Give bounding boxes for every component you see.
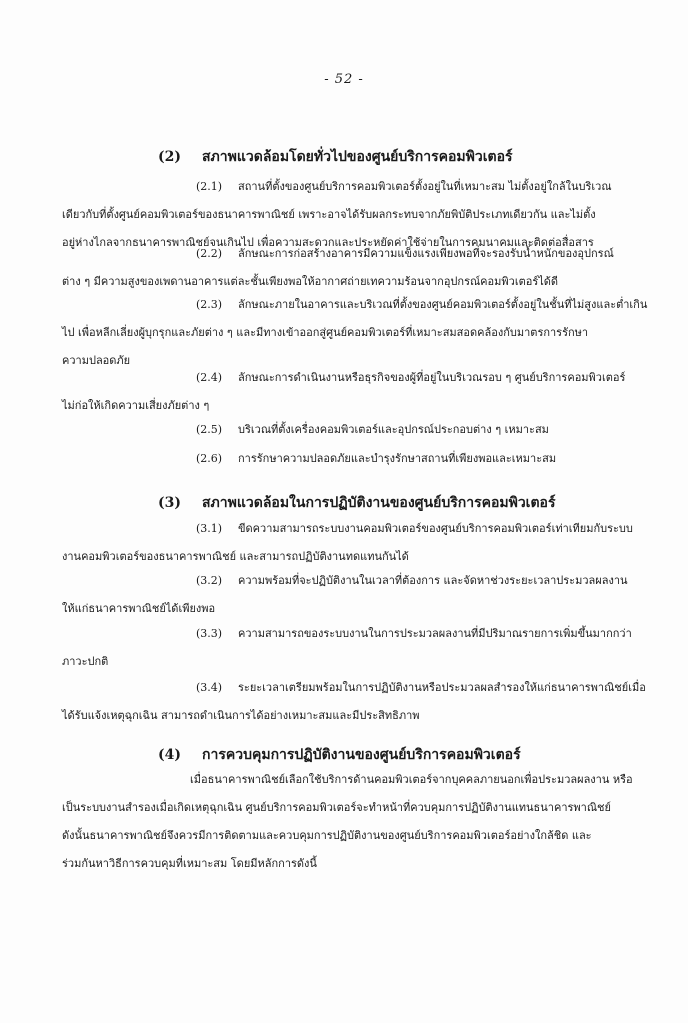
section-4-title: การควบคุมการปฏิบัติงานของศูนย์บริการคอมพิวเตอร์ (202, 747, 521, 763)
item-number: (3.4) (196, 681, 223, 694)
item-text-line: ต่าง ๆ มีความสูงของเพดานอาคารแต่ละชั้นเพียงพอให้อากาศถ่ายเทความร้อนจากอุปกรณ์คอมพิวเตอร์ได้ดี (62, 275, 559, 288)
page-number: - 52 - (324, 72, 364, 87)
item-2-4 (62, 364, 652, 420)
item-2-5 (62, 416, 652, 444)
section-3-number: (3) (158, 495, 181, 511)
item-text-line: ระยะเวลาเตรียมพร้อมในการปฏิบัติงานหรือประมวลผลสำรองให้แก่ธนาคารพาณิชย์เมื่อ (238, 681, 646, 694)
item-text-line: ลักษณะภายในอาคารและบริเวณที่ตั้งของศูนย์คอมพิวเตอร์ตั้งอยู่ในชั้นที่ไม่สูงและต่ำเกิน (238, 298, 648, 311)
section-4-heading (158, 744, 521, 766)
paragraph-line: เป็นระบบงานสำรองเมื่อเกิดเหตุฉุกเฉิน ศูนย์บริการคอมพิวเตอร์จะทำหน้าที่ควบคุมการปฏิบัติงานแทนธนาคารพาณิชย์ (62, 801, 611, 814)
item-number: (3.2) (196, 574, 223, 587)
item-number: (3.1) (196, 522, 223, 535)
item-text-line: ขีดความสามารถระบบงานคอมพิวเตอร์ของศูนย์บริการคอมพิวเตอร์เท่าเทียมกับระบบ (238, 522, 633, 535)
item-text-line: ความปลอดภัย (62, 354, 131, 367)
paragraph-line: เมื่อธนาคารพาณิชย์เลือกใช้บริการด้านคอมพิวเตอร์จากบุคคลภายนอกเพื่อประมวลผลงาน หรือ (190, 773, 633, 786)
item-text-line: ความพร้อมที่จะปฏิบัติงานในเวลาที่ต้องการ และจัดหาช่วงระยะเวลาประมวลผลงาน (238, 574, 628, 587)
section-3-heading (158, 492, 556, 514)
item-number: (3.3) (196, 627, 223, 640)
section-4-number: (4) (158, 747, 181, 763)
item-number: (2.6) (196, 452, 223, 465)
section-3-title: สภาพแวดล้อมในการปฏิบัติงานของศูนย์บริการคอมพิวเตอร์ (202, 495, 556, 511)
item-text-line: ไป เพื่อหลีกเลี่ยงผู้บุกรุกและภัยต่าง ๆ และมีทางเข้าออกสู่ศูนย์คอมพิวเตอร์ที่เหมาะสมสอดคล้องกับมาตรการรักษา (62, 326, 589, 339)
item-2-2 (62, 240, 652, 296)
item-text-line: ให้แก่ธนาคารพาณิชย์ได้เพียงพอ (62, 602, 216, 615)
section-2-number: (2) (158, 149, 181, 165)
section-4-paragraph (62, 766, 652, 878)
item-3-4 (62, 674, 652, 730)
item-text-line: ไม่ก่อให้เกิดความเสี่ยงภัยต่าง ๆ (62, 399, 210, 412)
item-number: (2.2) (196, 247, 223, 260)
item-text-line: การรักษาความปลอดภัยและบำรุงรักษาสถานที่เพียงพอและเหมาะสม (238, 452, 557, 465)
item-text-line: ลักษณะการดำเนินงานหรือธุรกิจของผู้ที่อยู่ในบริเวณรอบ ๆ ศูนย์บริการคอมพิวเตอร์ (238, 371, 626, 384)
item-text-line: ได้รับแจ้งเหตุฉุกเฉิน สามารถดำเนินการได้อย่างเหมาะสมและมีประสิทธิภาพ (62, 709, 420, 722)
item-text-line: งานคอมพิวเตอร์ของธนาคารพาณิชย์ และสามารถปฏิบัติงานทดแทนกันได้ (62, 550, 409, 563)
item-3-2 (62, 567, 652, 623)
item-number: (2.5) (196, 423, 223, 436)
item-3-3 (62, 620, 652, 676)
item-text-line: สถานที่ตั้งของศูนย์บริการคอมพิวเตอร์ตั้งอยู่ในที่เหมาะสม ไม่ตั้งอยู่ใกล้ในบริเวณ (238, 180, 612, 193)
paragraph-line: ร่วมกันหาวิธีการควบคุมที่เหมาะสม โดยมีหลักการดังนี้ (62, 857, 317, 870)
item-3-1 (62, 515, 652, 571)
item-text-line: ภาวะปกติ (62, 655, 109, 668)
item-text-line: บริเวณที่ตั้งเครื่องคอมพิวเตอร์และอุปกรณ์ประกอบต่าง ๆ เหมาะสม (238, 423, 549, 436)
item-number: (2.1) (196, 180, 223, 193)
item-number: (2.3) (196, 298, 223, 311)
item-text-line: เดียวกับที่ตั้งศูนย์คอมพิวเตอร์ของธนาคารพาณิชย์ เพราะอาจได้รับผลกระทบจากภัยพิบัติประเภทเดียวกัน และไม่ตั้ง (62, 208, 596, 221)
section-2-title: สภาพแวดล้อมโดยทั่วไปของศูนย์บริการคอมพิวเตอร์ (202, 149, 513, 165)
paragraph-line: ดังนั้นธนาคารพาณิชย์จึงควรมีการติดตามและควบคุมการปฏิบัติงานของศูนย์บริการคอมพิวเตอร์อย่างใกล้ชิด และ (62, 829, 592, 842)
item-text-line: อยู่ห่างไกลจากธนาคารพาณิชย์จนเกินไป เพื่อความสะดวกและประหยัดค่าใช้จ่ายในการคมนาคมและติดต่อสื่อสาร (62, 236, 594, 249)
section-2-heading (158, 146, 513, 168)
item-number: (2.4) (196, 371, 223, 384)
item-text-line: ลักษณะการก่อสร้างอาคารมีความแข็งแรงเพียงพอที่จะรองรับน้ำหนักของอุปกรณ์ (238, 247, 614, 260)
item-text-line: ความสามารถของระบบงานในการประมวลผลงานที่มีปริมาณรายการเพิ่มขึ้นมากกว่า (238, 627, 632, 640)
item-2-3 (62, 291, 652, 375)
item-2-6 (62, 445, 652, 473)
